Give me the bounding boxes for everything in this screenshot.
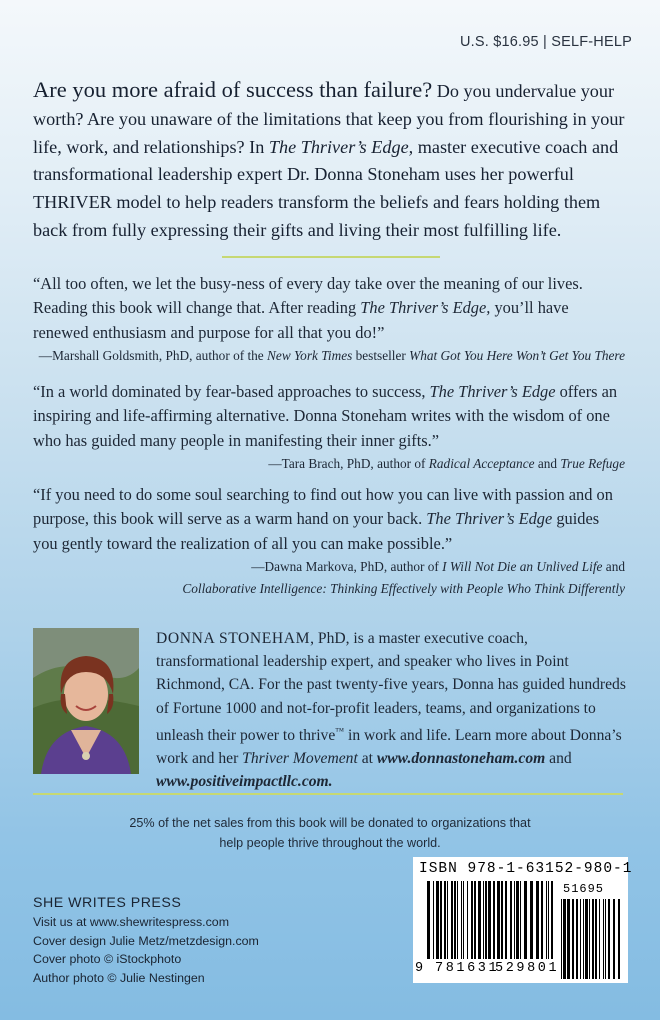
barcode-bar (516, 881, 519, 959)
barcode-bar (485, 881, 487, 959)
barcode-bar (592, 899, 594, 979)
barcode-bar (447, 881, 448, 959)
blurb-text-1: Do you undervalue your worth? Are you unaware of the limitations that keep you from flourishing in your life, work, and relationships? In (33, 81, 625, 157)
barcode-bar (589, 899, 590, 979)
barcode-bar (524, 881, 527, 959)
author-name: DONNA STONEHAM (156, 630, 311, 647)
barcode-bar (546, 881, 547, 959)
barcode-bar (576, 899, 578, 979)
isbn-number: ISBN 978-1-63152-980-1 (419, 861, 633, 877)
isbn-barcode (413, 857, 633, 983)
barcode-bar (599, 899, 600, 979)
quote-attribution: —Tara Brach, PhD, author of Radical Acceptance and True Refuge (268, 456, 625, 472)
barcode-bar (530, 881, 533, 959)
barcode-bar (497, 881, 500, 959)
barcode-bar (595, 899, 597, 979)
barcode-bar (471, 881, 473, 959)
barcode-bar (436, 881, 439, 959)
quote-brach (33, 380, 625, 475)
barcode-bar (520, 881, 521, 959)
author-bio: DONNA STONEHAM, PhD, is a master executive coach, transformational leadership expert, and speaker who lives in Point Richmond, CA. For the past twenty-five years, Donna has guided hundreds of Fortune 1000 and not-for-profit leaders, teams, and organizations to unleash their power to thrive™ in work and life. Learn more about Donna’s work and her Thriver Movement at www.donnastoneham.com and www.positiveimpactllc.com. (156, 630, 626, 791)
publisher-website: Visit us at www.shewritespress.com (33, 915, 230, 929)
barcode-bar (567, 899, 570, 979)
barcode-bar (580, 899, 581, 979)
blurb-book-title: The Thriver’s Edge, (268, 136, 414, 157)
barcode-bar (603, 899, 604, 979)
price-category: U.S. $16.95 | SELF-HELP (460, 34, 632, 50)
barcode-bar (514, 881, 515, 959)
barcode-bar (474, 881, 476, 959)
barcode-bar (618, 899, 620, 979)
barcode-bar (493, 881, 495, 959)
quote-attribution: —Dawna Markova, PhD, author of I Will Not Die an Unlived Life and Collaborative Intelligence: Thinking Effectively with People Who Think Differently (182, 559, 625, 597)
author-portrait-image (33, 628, 139, 774)
divider-bottom (33, 793, 623, 795)
blurb-text-2: master executive coach and transformational leadership expert Dr. Donna Stoneham uses her powerful THRIVER model to help readers transform the beliefs and fears holding them back from fully expressing their gifts and living their most fulfilling life. (33, 136, 619, 240)
barcode-bar (563, 899, 566, 979)
quote-markova (33, 483, 625, 600)
quote-text: “If you need to do some soul searching to find out how you can live with passion and on purpose, this book will serve as a warm hand on your back. The Thriver’s Edge guides you gently toward the realization of all you can make possible.” (33, 485, 613, 553)
barcode-bar (444, 881, 446, 959)
donation-note: 25% of the net sales from this book will be donated to organizations that help people thrive throughout the world. (129, 816, 531, 850)
barcode-bar (461, 881, 462, 959)
barcode-bar (483, 881, 484, 959)
barcode-bar (541, 881, 543, 959)
barcode-bar (613, 899, 615, 979)
divider-top (222, 256, 440, 258)
author-photo-credit: Author photo © Julie Nestingen (33, 970, 205, 985)
barcode-bar (433, 881, 434, 959)
barcode-bar (478, 881, 481, 959)
thriver-movement: Thriver Movement (242, 750, 358, 768)
barcode-bar (505, 881, 507, 959)
barcode-bar (551, 881, 553, 959)
website-link-positiveimpact[interactable]: www.positiveimpactllc.com. (156, 773, 333, 791)
author-photo (33, 628, 139, 774)
cover-design-credit: Cover design Julie Metz/metzdesign.com (33, 933, 259, 948)
barcode-bar (454, 881, 456, 959)
barcode-bar (583, 899, 584, 979)
barcode-bar (608, 899, 610, 979)
quote-goldsmith (33, 272, 625, 367)
barcode-bar (427, 881, 430, 959)
barcode-bar (536, 881, 539, 959)
quote-text: “All too often, we let the busy-ness of every day take over the meaning of our lives. Reading this book will change that. After reading The Thriver’s Edge, you’ll have renewed enthusiasm and purpose for all that you do!” (33, 274, 583, 342)
barcode-bar (510, 881, 512, 959)
ean-right-digits: 529801 (495, 961, 560, 976)
barcode-bar (457, 881, 458, 959)
cover-photo-credit: Cover photo © iStockphoto (33, 952, 182, 967)
ean-left-digits: 781631 (435, 961, 500, 976)
barcode-bar (463, 881, 464, 959)
barcode-bar (488, 881, 491, 959)
barcode-bar (561, 899, 562, 979)
barcode-bar (451, 881, 453, 959)
barcode-bar (572, 899, 574, 979)
quote-text: “In a world dominated by fear-based approaches to success, The Thriver’s Edge offers an inspiring and life-affirming alternative. Donna Stoneham writes with the wisdom of one who has guided many people in manifesting their inner gifts.” (33, 382, 618, 450)
ean-first-digit: 9 (415, 961, 426, 976)
blurb-lead: Are you more afraid of success than failure? (33, 77, 433, 102)
quote-attribution: —Marshall Goldsmith, PhD, author of the New York Times bestseller What Got You Here Won’t Get You There (38, 348, 625, 364)
barcode-bar (467, 881, 468, 959)
barcode-bar (605, 899, 606, 979)
barcode-bar (501, 881, 503, 959)
publisher-credits (33, 893, 259, 987)
book-blurb (33, 76, 633, 245)
barcode-bar (585, 899, 588, 979)
barcode-bar (440, 881, 442, 959)
publisher-name: SHE WRITES PRESS (33, 895, 182, 911)
price-addon-digits: 51695 (563, 882, 605, 896)
website-link-donnastoneham[interactable]: www.donnastoneham.com (376, 750, 546, 768)
barcode-bar (548, 881, 549, 959)
